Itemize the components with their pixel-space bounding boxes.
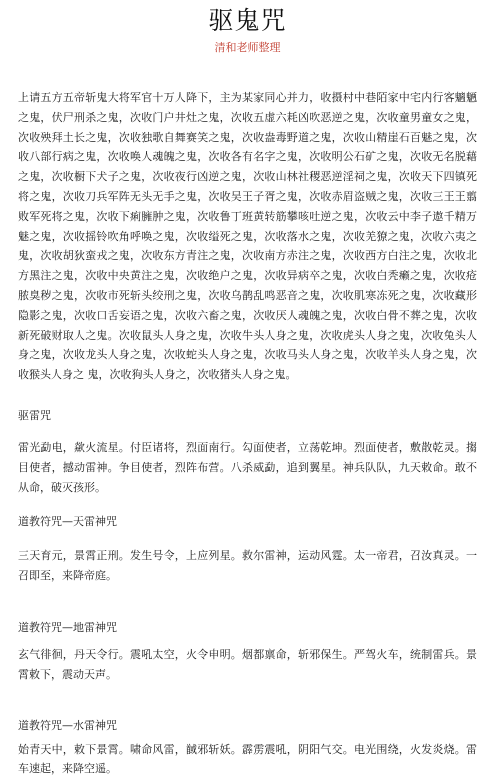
section-heading-2: 道教符咒—天雷神咒 [18,515,117,529]
main-paragraph: 上请五方五帝斩鬼大将军官十万人降下，主为某家同心并力，收摄村中巷陌家中宅内行客魑魉之鬼，伏尸刑杀之鬼，次收门户井灶之鬼，次收五虚六耗凶吹恶逆之鬼，次收童男童女之鬼，次收殃拜土长之鬼，次收独歌自舞赛笑之鬼，次收盎毒野道之鬼，次收山精崖石百魅之鬼，次收八部行病之鬼，次收唤人魂魄之鬼，次收各有名字之鬼，次收明公石矿之鬼，次收无名脱藉之鬼，次收橱下犬子之鬼，次收夜行凶逆之鬼，次收山林社稷恶逆淫祠之鬼，次收天下四镇死将之鬼，次收刀兵军阵无头无手之鬼，次收吴王子胥之鬼，次收赤眉盗贼之鬼，次收三王王翦败军死将之鬼，次收下痢臃肿之鬼，次收鲁丁班黄转筋攀咳吐逆之鬼，次收云中李子遨千精万魅之鬼，次收摇铃吹角呼唤之鬼，次收缢死之鬼，次收落水之鬼，次收羌獠之鬼，次收六夷之鬼，次收胡狄蛮戎之鬼，次收东方青注之鬼，次收南方赤注之鬼，次收西方白注之鬼，次收北方黑注之鬼，次收中央黄注之鬼，次收绝户之鬼，次收异病卒之鬼，次收白秃癞之鬼，次收疮脓臭秽之鬼，次收市死斩头绞刑之鬼，次收乌鹊乱鸣恶音之鬼，次收肌寒冻死之鬼，次收藏形隐影之鬼，次收口舌妄语之鬼，次收六畜之鬼，次收厌人魂魄之鬼，次收白骨不葬之鬼，次收新死破财取人之鬼。次收鼠头人身之鬼，次收牛头人身之鬼，次收虎头人身之鬼，次收兔头人身之鬼，次收龙头人身之鬼，次收蛇头人身之鬼，次收马头人身之鬼，次收羊头人身之鬼，次收猴头人身之 鬼，次收狗头人身之，次收猪头人身之鬼。 [18,91,477,382]
section-body-2: 三天育元，景霄正刑。发生号令，上应列星。救尔雷神，运动风霆。太一帝君，召汝真灵。一召即至，来降帝庭。 [18,549,477,583]
section-body-1: 雷光勐电，歘火流星。付臣诸将，烈面南行。勾面使者，立荡乾坤。烈面使者，敷散乾灵。搊目使者，撼动雷神。争目使者，烈阵布营。八杀威勐，追到翼星。神兵队队，九天敕命。敢不从命，破灭孩形。 [18,440,477,494]
section-body-3: 玄气徘徊，丹天令行。震吼太空，火令申明。烟都禀命，斩邪保生。严驾火车，统制雷兵。景霄敕下，震动天声。 [18,647,477,681]
section-heading-4: 道教符咒—水雷神咒 [18,718,117,732]
page-title: 驱鬼咒 [208,6,287,35]
section-heading-1: 驱雷咒 [18,408,51,422]
section-heading-3: 道教符咒—地雷神咒 [18,620,117,634]
page-subtitle: 清和老师整理 [214,41,281,54]
section-body-4: 始青天中，敕下景霄。啸命风雷，馘邪斩妖。霹雳震吼，阴阳气交。电光围绕，火发炎烧。雷车速起，来降空遥。 [18,742,477,776]
